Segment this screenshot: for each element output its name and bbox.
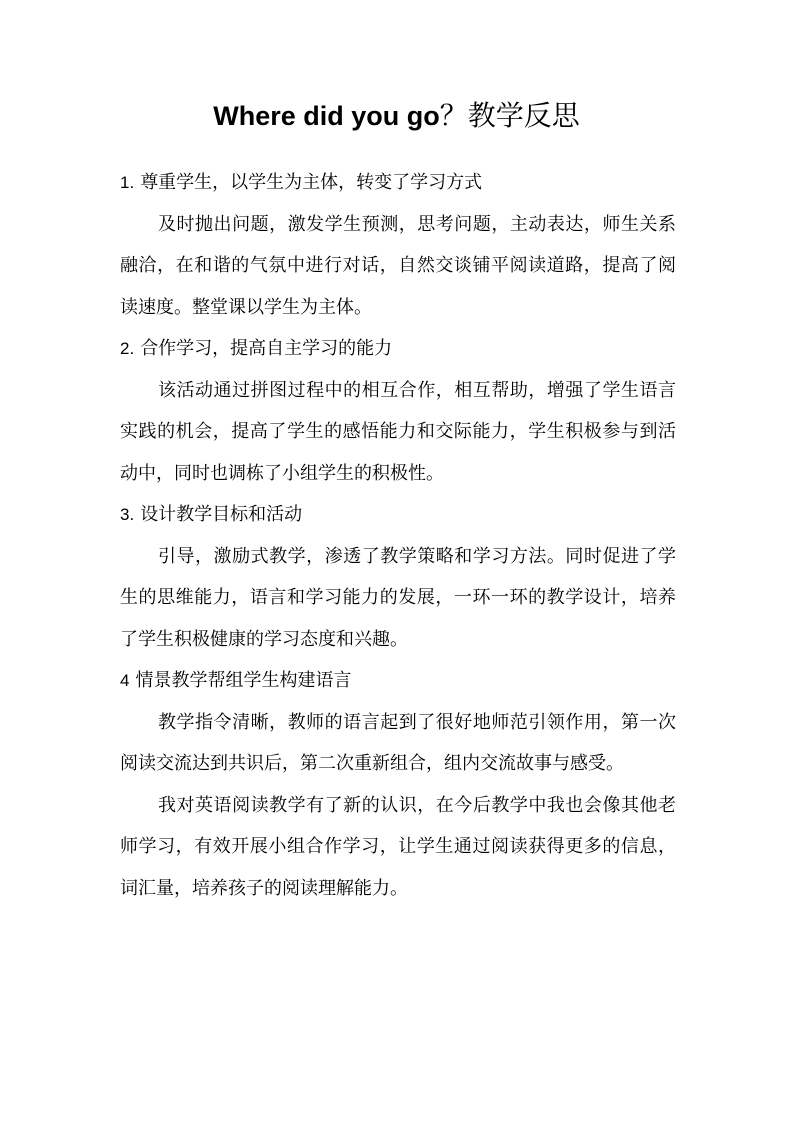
section-paragraph: 我对英语阅读教学有了新的认识，在今后教学中我也会像其他老师学习，有效开展小组合作学习，让学生通过阅读获得更多的信息，词汇量，培养孩子的阅读理解能力。 [120, 794, 676, 899]
section-number: 3. [120, 505, 135, 524]
section-paragraph: 引导，激励式教学，渗透了教学策略和学习方法。同时促进了学生的思维能力，语言和学习能力的发展，一环一环的教学设计，培养了学生积极健康的学习态度和兴趣。 [120, 545, 676, 650]
section-number: 2. [120, 339, 135, 358]
section-paragraph: 该活动通过拼图过程中的相互合作，相互帮助，增强了学生语言实践的机会，提高了学生的感悟能力和交际能力，学生积极参与到活动中，同时也调栋了小组学生的积极性。 [120, 379, 676, 484]
section-heading-1 [120, 162, 676, 204]
section-number: 1. [120, 173, 135, 192]
page-title [0, 96, 793, 136]
section-heading-3 [120, 494, 676, 536]
section-heading-2 [120, 328, 676, 370]
title-cjk-part: ？教学反思 [439, 99, 580, 132]
section-heading-text: 情景教学帮组学生构建语言 [135, 670, 352, 691]
document-body [120, 162, 676, 909]
section-heading-text: 设计教学目标和活动 [140, 504, 303, 525]
section-paragraph: 及时抛出问题，激发学生预测，思考问题，主动表达，师生关系融洽，在和谐的气氛中进行对话，自然交谈铺平阅读道路，提高了阅读速度。整堂课以学生为主体。 [120, 213, 676, 318]
section-heading-text: 合作学习，提高自主学习的能力 [140, 338, 393, 359]
section-heading-text: 尊重学生，以学生为主体，转变了学习方式 [140, 172, 483, 193]
section-paragraph: 教学指令清晰，教师的语言起到了很好地师范引领作用，第一次阅读交流达到共识后，第二次重新组合，组内交流故事与感受。 [120, 711, 676, 774]
section-number: 4 [120, 671, 130, 690]
section-heading-4 [120, 660, 676, 702]
title-latin-part: Where did you go [213, 101, 440, 131]
